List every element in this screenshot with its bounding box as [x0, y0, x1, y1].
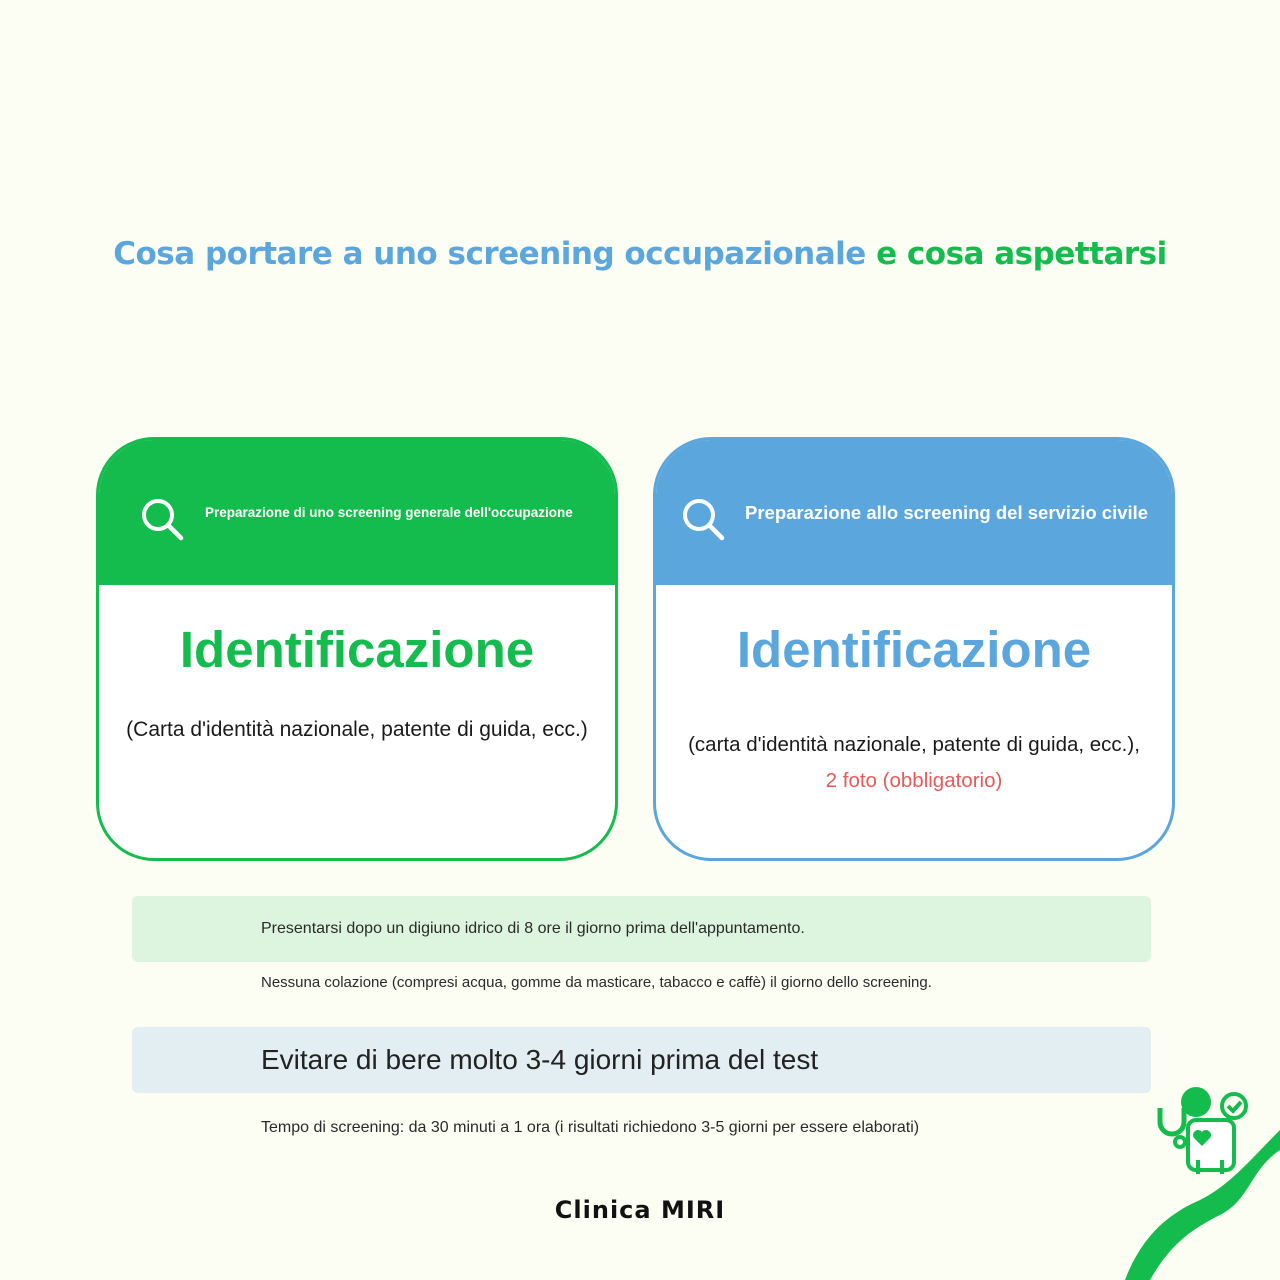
- card-title: Identificazione: [179, 621, 535, 678]
- card-general-screening: [96, 437, 618, 861]
- note-avoid-drinking: Evitare di bere molto 3-4 giorni prima del test: [261, 1044, 819, 1075]
- card-description: [656, 727, 1172, 799]
- card-header: [656, 440, 1172, 585]
- search-icon: [680, 496, 726, 542]
- card-header: [99, 440, 615, 585]
- card-description-text: (carta d'identità nazionale, patente di guida, ecc.),: [688, 733, 1140, 756]
- card-header-label: Preparazione allo screening del servizio civile: [745, 501, 1149, 523]
- page-title: [0, 236, 1280, 272]
- note-no-breakfast: Nessuna colazione (compresi acqua, gomme da masticare, tabacco e caffè) il giorno dello screening.: [261, 974, 932, 991]
- page-title-main: Cosa portare a uno screening occupazionale: [113, 236, 866, 272]
- note-fasting: Presentarsi dopo un digiuno idrico di 8 ore il giorno prima dell'appuntamento.: [261, 920, 805, 937]
- card-description: (Carta d'identità nazionale, patente di guida, ecc.): [126, 718, 588, 741]
- card-title: Identificazione: [736, 621, 1092, 678]
- brand-logo: Clinica MIRI: [554, 1196, 726, 1224]
- card-header-label: Preparazione di uno screening generale dell'occupazione: [205, 505, 573, 520]
- search-icon: [139, 496, 185, 542]
- note-screening-time: Tempo di screening: da 30 minuti a 1 ora (i risultati richiedono 3-5 giorni per essere elaborati): [261, 1119, 920, 1136]
- medical-illustration-icon: [1100, 1080, 1280, 1280]
- page-title-accent: e cosa aspettarsi: [876, 236, 1167, 272]
- card-civil-service-screening: [653, 437, 1175, 861]
- card-note: 2 foto (obbligatorio): [825, 769, 1003, 792]
